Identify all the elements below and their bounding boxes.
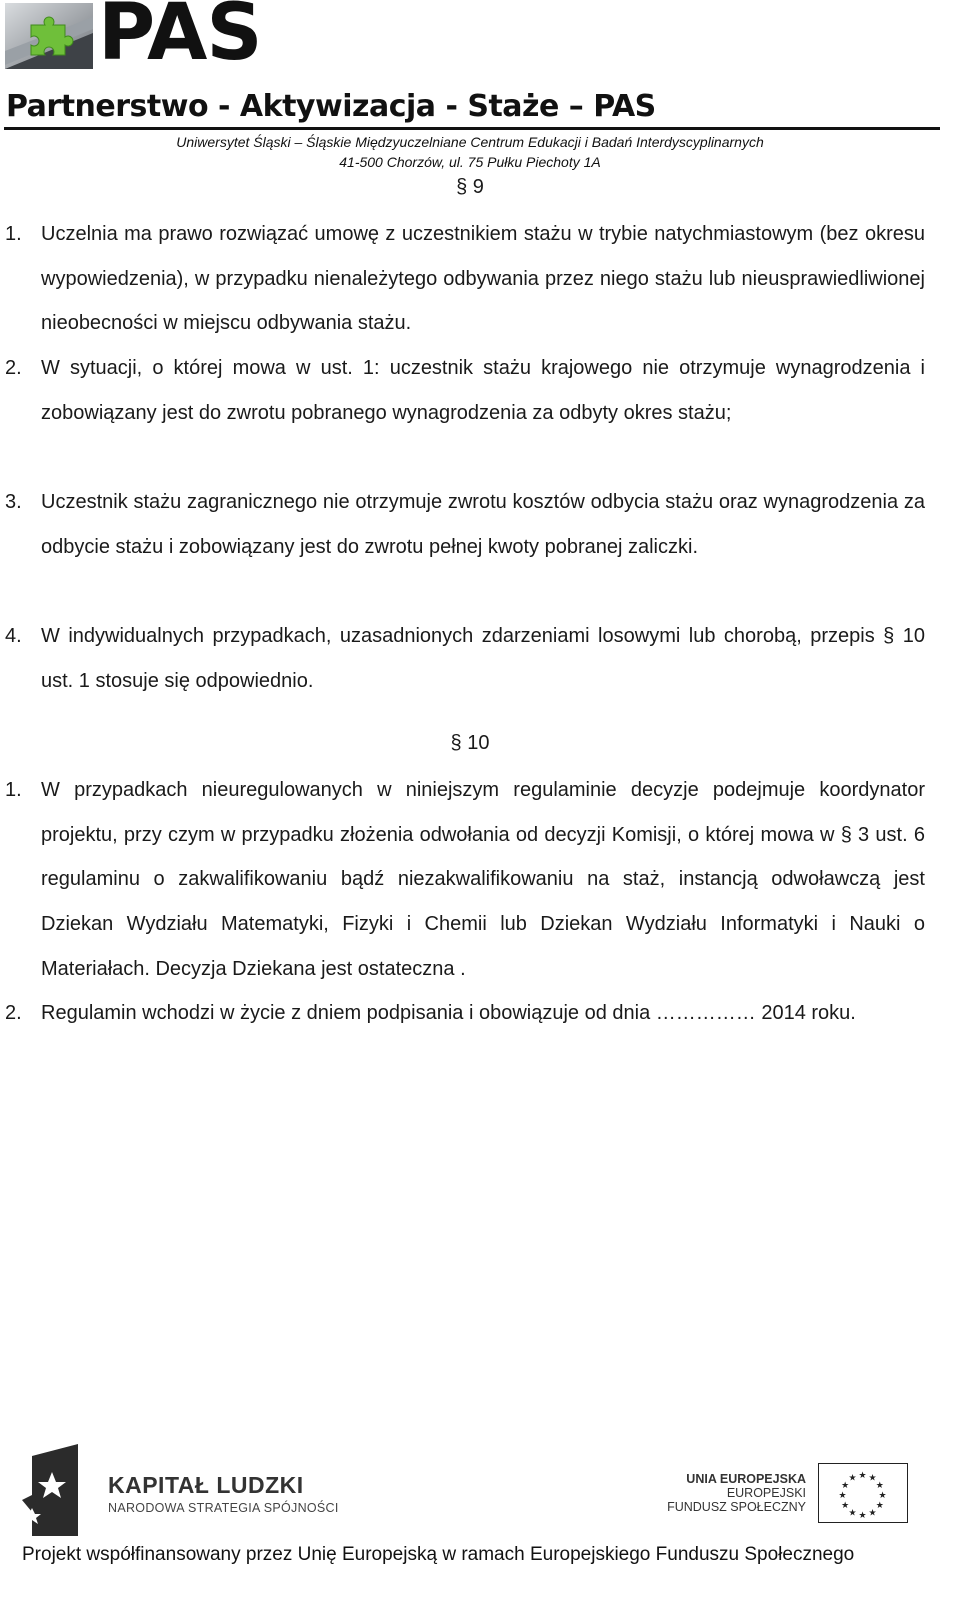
list-item <box>5 768 925 992</box>
item-text: Regulamin wchodzi w życie z dniem podpisania i obowiązuje od dnia …………… 2014 roku. <box>41 1002 856 1024</box>
section-heading: § 9 <box>456 176 484 198</box>
item-number: 2. <box>5 357 22 379</box>
item-number: 1. <box>5 223 22 245</box>
kapital-ludzki-logo-image <box>18 1442 90 1540</box>
svg-text:★: ★ <box>868 1473 877 1484</box>
header-address: 41-500 Chorzów, ul. 75 Pułku Piechoty 1A <box>339 154 601 170</box>
svg-text:★: ★ <box>868 1508 877 1519</box>
list-item <box>5 212 925 346</box>
svg-text:★: ★ <box>848 1473 857 1484</box>
item-number: 4. <box>5 625 22 647</box>
svg-text:★: ★ <box>841 1501 850 1511</box>
svg-text:★: ★ <box>875 1481 884 1491</box>
list-item <box>5 480 925 569</box>
svg-text:★: ★ <box>858 1511 867 1521</box>
list-item <box>5 991 925 1036</box>
list-item <box>5 614 925 703</box>
item-number: 2. <box>5 1002 22 1024</box>
kapital-ludzki-title: KAPITAŁ LUDZKI <box>108 1472 304 1498</box>
section-heading: § 10 <box>450 732 490 754</box>
svg-text:★: ★ <box>848 1508 857 1519</box>
project-logo-image <box>5 3 93 69</box>
eu-flag-icon <box>818 1463 908 1523</box>
item-text: W przypadkach nieuregulowanych w niniejszym regulaminie decyzje podejmuje koordynator projektu, przy czym w przypadku złożenia odwołania od decyzji Komisji, o której mowa w § 3 ust. 6 regulaminu o zakwalifikowaniu bądź niezakwalifikowaniu na staż, instancją odwoławczą jest Dziekan Wydziału Matematyki, Fizyki i Chemii lub Dziekan Wydziału Informatyki i Nauki o Materiałach. Decyzja Dziekana jest ostateczna . <box>41 779 925 980</box>
logo-wordmark: PAS <box>98 0 262 78</box>
eu-fund-label <box>667 1472 806 1514</box>
item-number: 3. <box>5 491 22 513</box>
item-text: Uczestnik stażu zagranicznego nie otrzymuje zwrotu kosztów odbycia stażu oraz wynagrodzenia za odbycie stażu i zobowiązany jest do zwrotu pełnej kwoty pobranej zaliczki. <box>41 491 925 558</box>
svg-text:★: ★ <box>858 1471 867 1481</box>
item-text: W indywidualnych przypadkach, uzasadnionych zdarzeniami losowymi lub chorobą, przepis § 10 ust. 1 stosuje się odpowiednio. <box>41 625 925 692</box>
item-number: 1. <box>5 779 22 801</box>
svg-text:★: ★ <box>841 1481 850 1491</box>
svg-text:★: ★ <box>875 1501 884 1511</box>
svg-text:★: ★ <box>838 1491 847 1501</box>
eu-label-line1: UNIA EUROPEJSKA <box>686 1472 806 1486</box>
item-text: Uczelnia ma prawo rozwiązać umowę z uczestnikiem stażu w trybie natychmiastowym (bez okresu wypowiedzenia), w przypadku nienależytego odbywania przez niego stażu lub nieusprawiedliwionej nieobecności w miejscu odbywania stażu. <box>41 223 925 334</box>
item-text: W sytuacji, o której mowa w ust. 1: uczestnik stażu krajowego nie otrzymuje wynagrodzenia i zobowiązany jest do zwrotu pobranego wynagrodzenia za odbyty okres stażu; <box>41 357 925 424</box>
header-title: Partnerstwo - Aktywizacja - Staże – PAS <box>6 89 656 124</box>
svg-text:★: ★ <box>878 1491 887 1501</box>
header-divider <box>4 127 940 130</box>
eu-label-line3: FUNDUSZ SPOŁECZNY <box>667 1500 806 1514</box>
eu-label-line2: EUROPEJSKI <box>726 1486 806 1500</box>
header-institution: Uniwersytet Śląski – Śląskie Międzyuczelniane Centrum Edukacji i Badań Interdyscyplinarnych <box>176 134 764 150</box>
list-item <box>5 346 925 435</box>
cofinancing-statement: Projekt współfinansowany przez Unię Europejską w ramach Europejskiego Funduszu Społecznego <box>22 1544 855 1565</box>
kapital-ludzki-subtitle: NARODOWA STRATEGIA SPÓJNOŚCI <box>108 1501 339 1515</box>
